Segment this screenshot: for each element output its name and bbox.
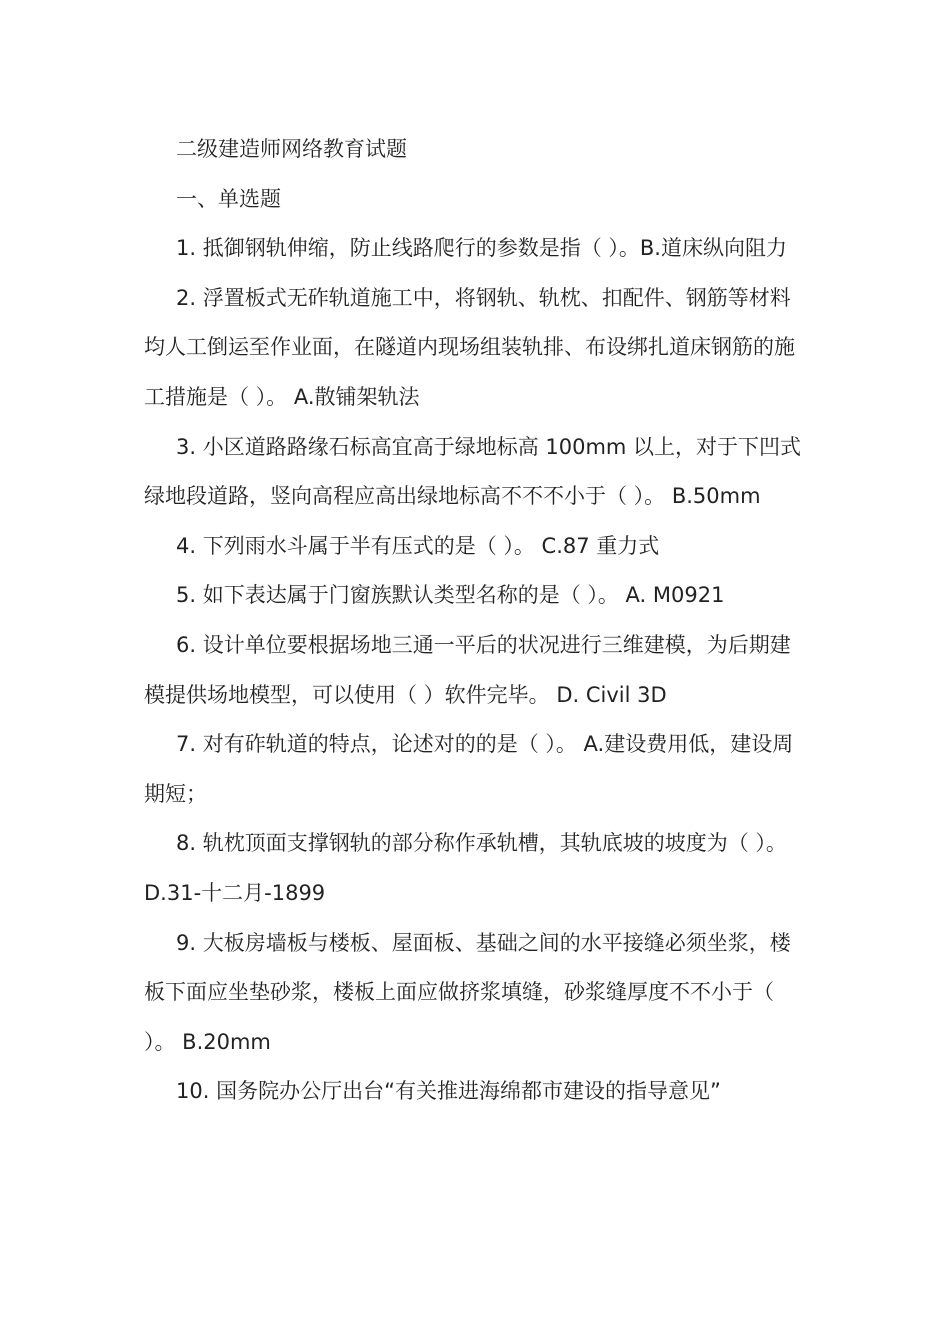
document-body [144,125,810,1117]
question-3: 3. 小区道路路缘石标高宜高于绿地标高 100mm 以上，对于下凹式绿地段道路，竖向高程应高出绿地标高不不不小于（ ）。 B.50mm [144,434,802,509]
question-2: 2. 浮置板式无砟轨道施工中，将钢轨、轨枕、扣配件、钢筋等材料均人工倒运至作业面，在隧道内现场组装轨排、布设绑扎道床钢筋的施工措施是（ ）。 A.散铺架轨法 [144,285,795,409]
question-1: 1. 抵御钢轨伸缩，防止线路爬行的参数是指（ ）。B.道床纵向阻力 [176,236,787,261]
question-7: 7. 对有砟轨道的特点，论述对的的是（ ）。 A.建设费用低，建设周期短； [144,732,794,806]
question-4: 4. 下列雨水斗属于半有压式的是（ ）。 C.87 重力式 [176,533,660,558]
question-10: 10. 国务院办公厅出台“有关推进海绵都市建设的指导意见” [176,1079,721,1104]
document-title: 二级建造师网络教育试题 [176,137,407,161]
question-8: 8. 轨枕顶面支撑钢轨的部分称作承轨槽，其轨底坡的坡度为（ ）。 D.31-十二月-1899 [144,831,787,905]
question-5: 5. 如下表达属于门窗族默认类型名称的是（ ）。 A. M0921 [176,583,725,608]
section-heading: 一、单选题 [176,186,281,211]
question-9: 9. 大板房墙板与楼板、屋面板、基础之间的水平接缝必须坐浆，楼板下面应坐垫砂浆，楼板上面应做挤浆填缝，砂浆缝厚度不不小于（ ）。 B.20mm [144,930,791,1054]
question-6: 6. 设计单位要根据场地三通一平后的状况进行三维建模，为后期建模提供场地模型，可以使用（ ）软件完毕。 D. Civil 3D [144,632,791,707]
